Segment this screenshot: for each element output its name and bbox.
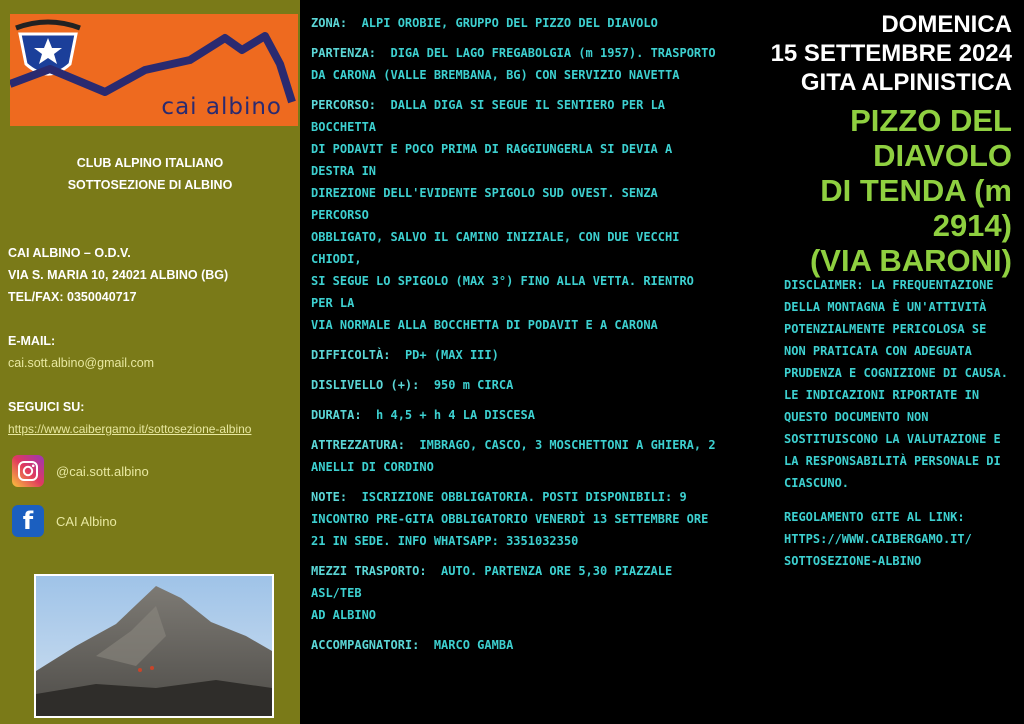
event-header xyxy=(740,10,1012,278)
event-title: PIZZO DEL DIAVOLO DI TENDA (m 2914) (VIA BARONI) xyxy=(809,103,1012,278)
cai-albino-logo xyxy=(10,14,298,126)
detail-durata: DURATA: h 4,5 + h 4 LA DISCESA xyxy=(311,408,535,422)
instagram-link[interactable] xyxy=(12,454,149,488)
detail-zona: ZONA: ALPI OROBIE, GRUPPO DEL PIZZO DEL DIAVOLO xyxy=(311,16,658,30)
contact-phone: TEL/FAX: 0350040717 xyxy=(8,290,137,304)
regolamento-link-2[interactable]: SOTTOSEZIONE-ALBINO xyxy=(784,554,922,568)
follow-label: SEGUICI SU: xyxy=(8,400,85,414)
facebook-link[interactable] xyxy=(12,504,117,538)
disclaimer: DISCLAIMER: LA FREQUENTAZIONE DELLA MONTAGNA È UN'ATTIVITÀ POTENZIALMENTE PERICOLOSA SE NON PRATICATA CON ADEGUATA PRUDENZA E COGNIZIONE DI CAUSA. LE INDICAZIONI RIPORTATE IN QUESTO DOCUMENTO NON SOSTITUISCONO LA VALUTAZIONE E LA RESPONSABILITÀ PERSONALE DI CIASCUNO. xyxy=(784,278,1008,490)
website-link[interactable]: https://www.caibergamo.it/sottosezione-albino xyxy=(8,422,252,436)
email-address[interactable]: cai.sott.albino@gmail.com xyxy=(8,356,155,370)
detail-difficolta: DIFFICOLTÀ: PD+ (MAX III) xyxy=(311,348,499,362)
event-type: GITA ALPINISTICA xyxy=(800,69,1012,96)
trip-details xyxy=(311,12,716,664)
detail-note: NOTE: ISCRIZIONE OBBLIGATORIA. POSTI DISPONIBILI: 9 INCONTRO PRE-GITA OBBLIGATORIO VENERDÌ 13 SETTEMBRE ORE 21 IN SEDE. INFO WHATSAPP: 3351032350 xyxy=(311,490,709,548)
follow-block xyxy=(8,396,298,440)
org-block xyxy=(0,152,300,196)
instagram-handle: @cai.sott.albino xyxy=(56,463,149,479)
detail-percorso: PERCORSO: DALLA DIGA SI SEGUE IL SENTIERO PER LA BOCCHETTA DI PODAVIT E POCO PRIMA DI RAGGIUNGERLA SI DEVIA A DESTRA IN DIREZIONE DELL'EVIDENTE SPIGOLO SUD OVEST. SENZA PERCORSO OBBLIGATO, SALVO IL CAMINO INIZIALE, CON DUE VECCHI CHIODI, SI SEGUE LO SPIGOLO (MAX 3°) FINO ALLA VETTA. RIENTRO PER LA VIA NORMALE ALLA BOCCHETTA DI PODAVIT E A CARONA xyxy=(311,98,694,332)
contact-block xyxy=(8,242,298,308)
detail-accompagnatori: ACCOMPAGNATORI: MARCO GAMBA xyxy=(311,638,514,652)
org-subsection: SOTTOSEZIONE DI ALBINO xyxy=(67,178,233,192)
regolamento-label: REGOLAMENTO GITE AL LINK: xyxy=(784,510,965,524)
regolamento-block xyxy=(784,506,1014,572)
mountain-photo xyxy=(34,574,274,718)
detail-attrezzatura: ATTREZZATURA: IMBRAGO, CASCO, 3 MOSCHETTONI A GHIERA, 2 ANELLI DI CORDINO xyxy=(311,438,716,474)
detail-partenza: PARTENZA: DIGA DEL LAGO FREGABOLGIA (m 1957). TRASPORTO DA CARONA (VALLE BREMBANA, BG) CON SERVIZIO NAVETTA xyxy=(311,46,716,82)
email-block xyxy=(8,330,298,374)
instagram-icon xyxy=(12,455,44,487)
event-date: 15 SETTEMBRE 2024 xyxy=(770,40,1012,67)
event-day: DOMENICA xyxy=(881,11,1012,38)
facebook-handle: CAI Albino xyxy=(56,513,117,529)
org-name: CLUB ALPINO ITALIANO xyxy=(76,156,224,170)
detail-mezzi: MEZZI TRASPORTO: AUTO. PARTENZA ORE 5,30 PIAZZALE ASL/TEB AD ALBINO xyxy=(311,564,673,622)
left-panel xyxy=(0,0,300,724)
logo-text: cai albino xyxy=(161,94,282,120)
contact-address: VIA S. MARIA 10, 24021 ALBINO (BG) xyxy=(8,268,229,282)
email-label: E-MAIL: xyxy=(8,334,56,348)
detail-dislivello: DISLIVELLO (+): 950 m CIRCA xyxy=(311,378,514,392)
facebook-icon: f xyxy=(12,505,44,537)
contact-name: CAI ALBINO – O.D.V. xyxy=(8,246,131,260)
regolamento-link-1[interactable]: HTTPS://WWW.CAIBERGAMO.IT/ xyxy=(784,532,972,546)
